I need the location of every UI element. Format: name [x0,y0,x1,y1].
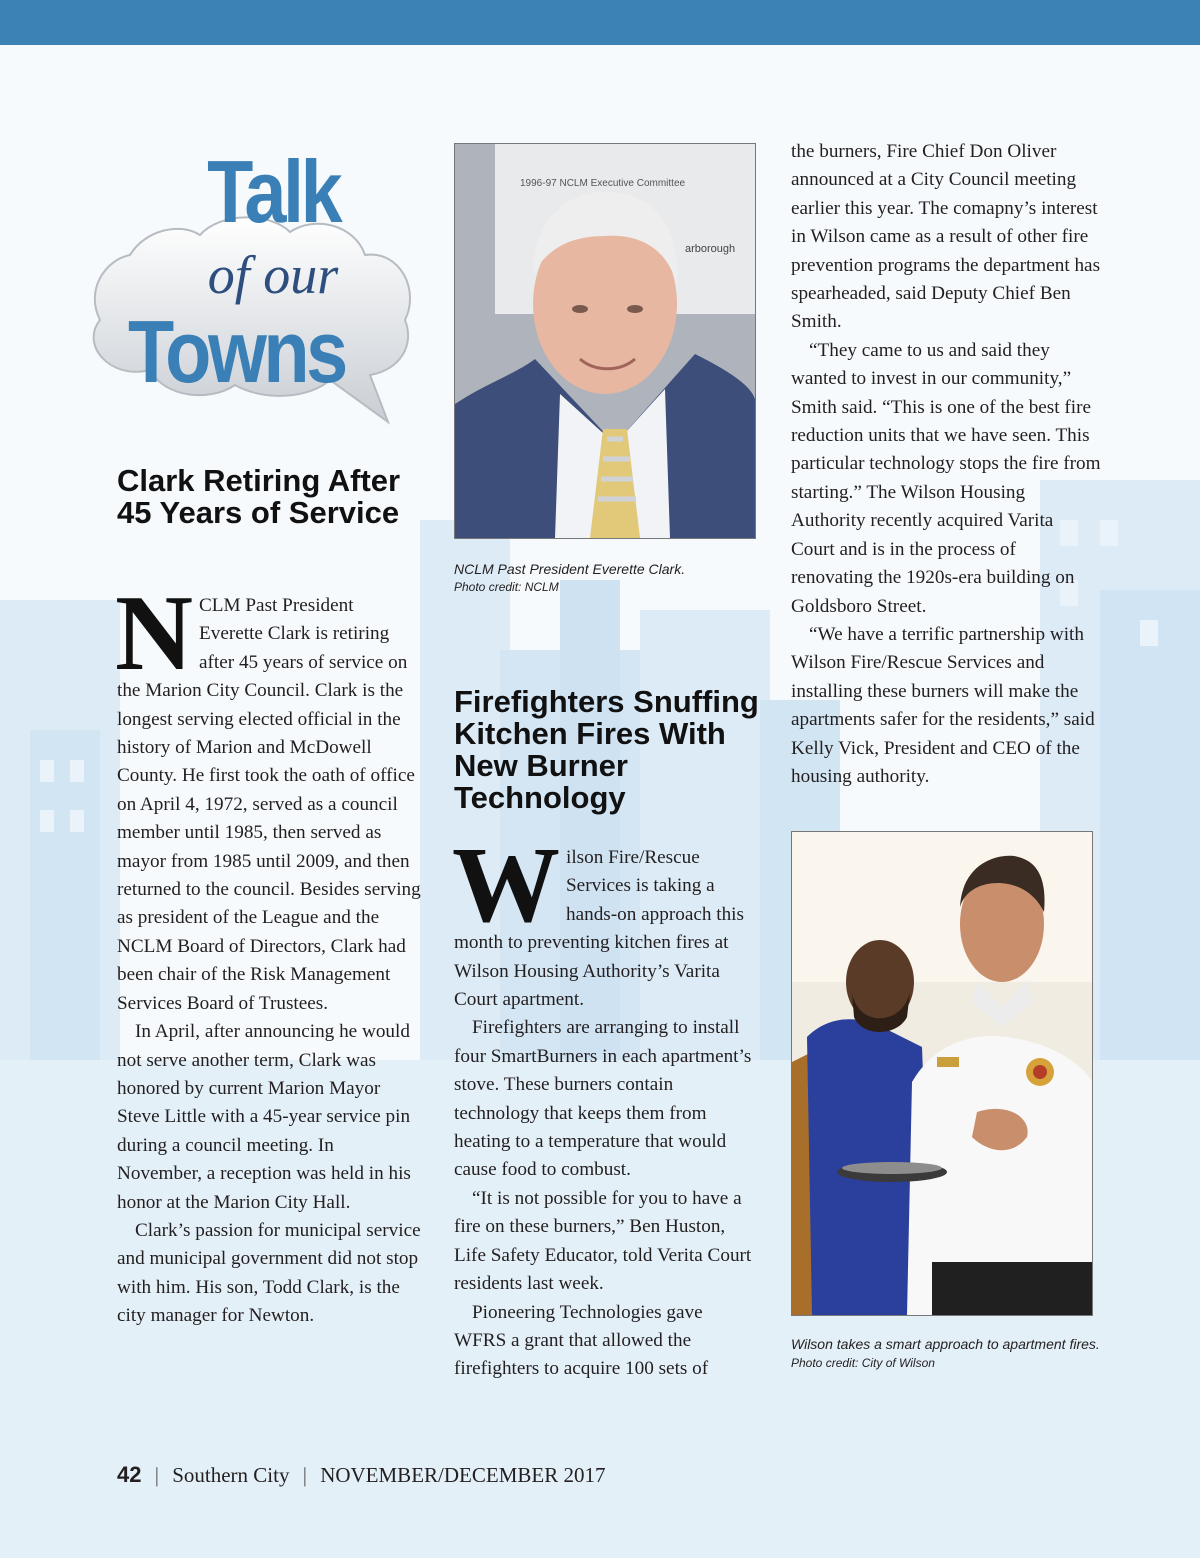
article-firefighters-paragraph-4: Pioneering Technologies gave WFRS a grant that allowed the firefighters to acquire 100 sets of [454,1301,709,1380]
photo-wall-text-2: arborough [685,243,736,255]
photo-wall-text-1: 1996-97 NCLM Executive Committee [520,178,686,189]
article-clark-paragraph-3: Clark’s passion for municipal service and municipal government did not stop with him. His son, Todd Clark, is the city manager for Newton. [117,1219,421,1327]
footer-separator-2: | [302,1463,307,1487]
wilson-caption-text: Wilson takes a smart approach to apartment fires. [791,1336,1100,1352]
wilson-photo-caption [791,1335,1101,1372]
page-footer [117,1462,605,1488]
page-number: 42 [117,1462,142,1487]
everette-clark-photo [454,143,756,539]
article-firefighters-paragraph-7: “We have a terrific partnership with Wilson Fire/Rescue Services and installing these burners will make the apartments safer for the residents,” said Kelly Vick, President and CEO of the housing authority. [791,623,1095,787]
article-firefighters-paragraph-6: “They came to us and said they wanted to invest in our community,” Smith said. “This is one of the best fire reduction units that we have seen. This particular technology stops the fire from starting.” The Wilson Housing Authority recently acquired Varita Court and is in the process of renovating the 1920s-era building on Goldsboro Street. [791,339,1101,617]
article-firefighters-body-col2 [791,138,1101,791]
wilson-photo-credit: Photo credit: City of Wilson [791,1356,935,1370]
article-firefighters-paragraph-1: Wilson Fire/Rescue Services is taking a hands-on approach this month to preventing kitchen fires at Wilson Housing Authority’s Varita Court apartment. [452,826,744,1011]
article-clark-body [115,574,422,1331]
article-clark-paragraph-1: NCLM Past President Everette Clark is retiring after 45 years of service on the Marion City Council. Clark is the longest serving elected official in the history of Marion and McDowell County. He first took the oath of office on April 4, 1972, served as a council member until 1985, then served as mayor from 1985 until 2009, and then returned to the council. Besides serving as president of the League and the NCLM Board of Directors, Clark had been chair of the Risk Management Services Board of Trustees. [115,574,421,1014]
article-firefighters-paragraph-3: “It is not possible for you to have a fire on these burners,” Ben Huston, Life Safety Educator, told Verita Court residents last week. [454,1187,752,1295]
article-firefighters-paragraph-5: the burners, Fire Chief Don Oliver announced at a City Council meeting earlier this year. The comapny’s interest in Wilson came as a result of other fire prevention programs the department has spearheaded, said Deputy Chief Ben Smith. [791,141,1101,333]
talk-of-our-towns-logo [70,140,425,440]
article-firefighters-body-col1 [452,826,754,1384]
magazine-name: Southern City [172,1463,290,1487]
clark-caption-text: NCLM Past President Everette Clark. [454,561,686,577]
drop-cap-n: N [115,574,193,693]
article-clark-headline: Clark Retiring After 45 Years of Service [117,463,401,530]
issue-date: NOVEMBER/DECEMBER 2017 [320,1463,606,1487]
logo-word-of-our: of our [207,245,339,305]
article-firefighters-paragraph-2: Firefighters are arranging to install four SmartBurners in each apartment’s stove. These burners contain technology that keeps them from heating to a temperature that would cause food to combust. [454,1017,752,1181]
clark-photo-credit: Photo credit: NCLM [454,580,559,594]
wilson-firefighters-photo [791,831,1093,1316]
footer-separator-1: | [154,1463,159,1487]
logo-word-towns: Towns [128,302,345,401]
drop-cap-w: W [452,826,560,945]
clark-photo-caption [454,560,754,596]
article-firefighters-headline: Firefighters Snuffing Kitchen Fires With New Burner Technology [454,684,759,815]
top-color-bar [0,0,1200,45]
article-clark-paragraph-2: In April, after announcing he would not serve another term, Clark was honored by current Marion Mayor Steve Little with a 45-year service pin during a council meeting. In November, a reception was held in his honor at the Marion City Hall. [117,1021,411,1213]
logo-word-talk: Talk [207,142,340,241]
